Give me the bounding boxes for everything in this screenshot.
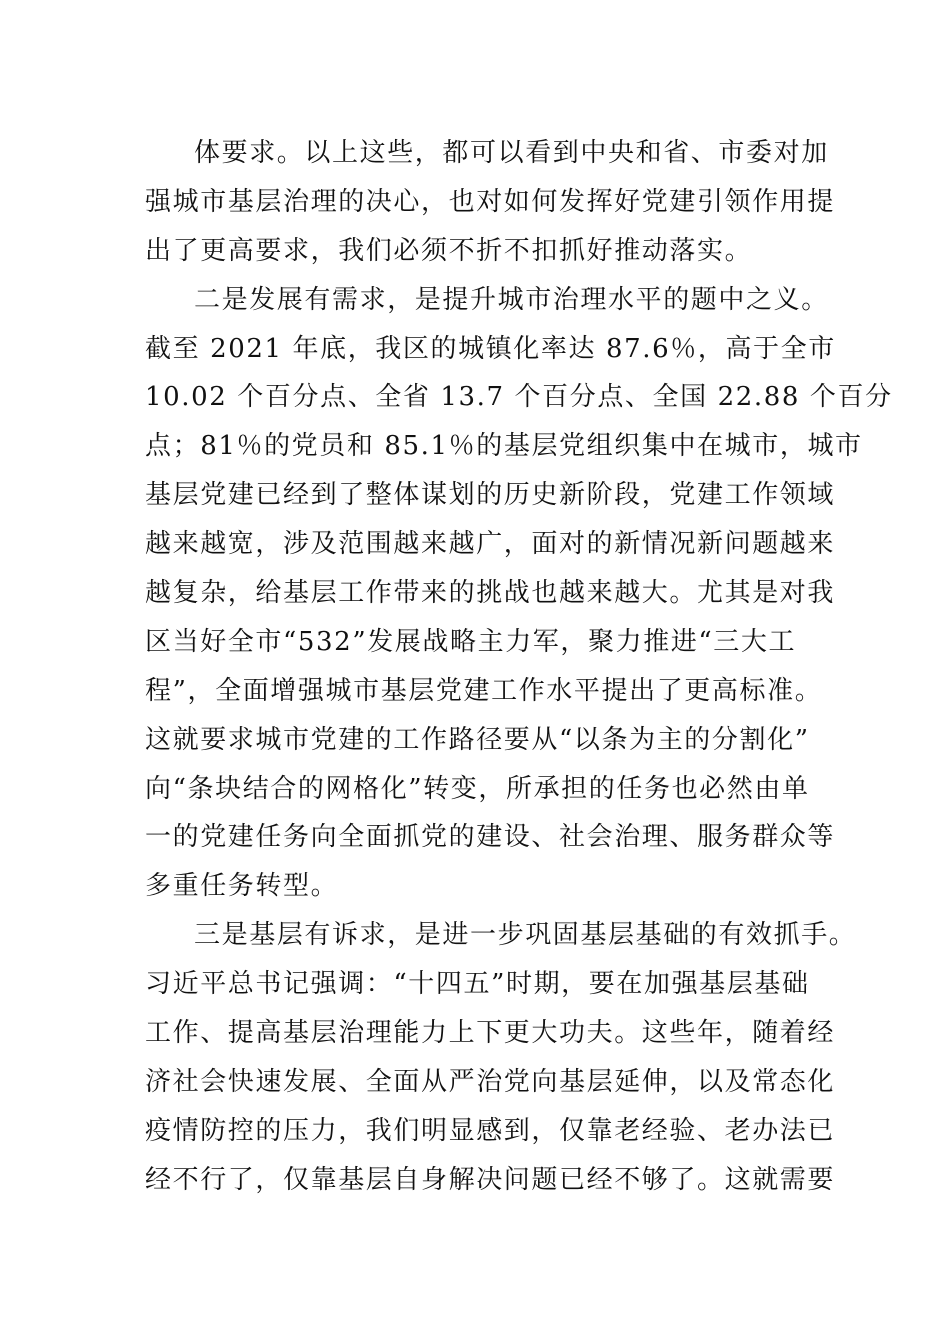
text-line: 经不行了，仅靠基层自身解决问题已经不够了。这就需要 xyxy=(145,1164,836,1195)
text-line: 疫情防控的压力，我们明显感到，仅靠老经验、老办法已 xyxy=(145,1115,836,1146)
text-line: 截至 2021 年底，我区的城镇化率达 87.6％，高于全市 xyxy=(145,333,836,364)
text-line: 向“条块结合的网格化”转变，所承担的任务也必然由单 xyxy=(145,773,810,804)
text-line: 区当好全市“532”发展战略主力军，聚力推进“三大工 xyxy=(145,626,797,657)
body-text xyxy=(145,129,893,1205)
text-line: 习近平总书记强调：“十四五”时期，要在加强基层基础 xyxy=(145,969,810,1000)
text-line: 出了更高要求，我们必须不折不扣抓好推动落实。 xyxy=(145,235,753,266)
text-line: 点；81％的党员和 85.1％的基层党组织集中在城市，城市 xyxy=(145,431,863,462)
text-line: 越来越宽，涉及范围越来越广，面对的新情况新问题越来 xyxy=(145,529,836,560)
text-line: 这就要求城市党建的工作路径要从“以条为主的分割化” xyxy=(145,724,810,755)
text-line: 多重任务转型。 xyxy=(145,871,339,902)
text-line: 强城市基层治理的决心，也对如何发挥好党建引领作用提 xyxy=(145,186,836,217)
text-line: 越复杂，给基层工作带来的挑战也越来越大。尤其是对我 xyxy=(145,578,836,609)
text-line: 体要求。以上这些，都可以看到中央和省、市委对加 xyxy=(194,138,829,168)
text-line: 济社会快速发展、全面从严治党向基层延伸，以及常态化 xyxy=(145,1066,836,1097)
text-line: 程”，全面增强城市基层党建工作水平提出了更高标准。 xyxy=(145,675,823,706)
section-heading-line: 三是基层有诉求，是进一步巩固基层基础的有效抓手。 xyxy=(194,920,857,951)
section-heading-line: 二是发展有需求，是提升城市治理水平的题中之义。 xyxy=(194,284,829,315)
text-line: 工作、提高基层治理能力上下更大功夫。这些年，随着经 xyxy=(145,1018,836,1049)
text-line: 基层党建已经到了整体谋划的历史新阶段，党建工作领域 xyxy=(145,480,836,511)
text-line: 一的党建任务向全面抓党的建设、社会治理、服务群众等 xyxy=(145,822,836,853)
text-line: 10.02 个百分点、全省 13.7 个百分点、全国 22.88 个百分 xyxy=(145,382,893,413)
